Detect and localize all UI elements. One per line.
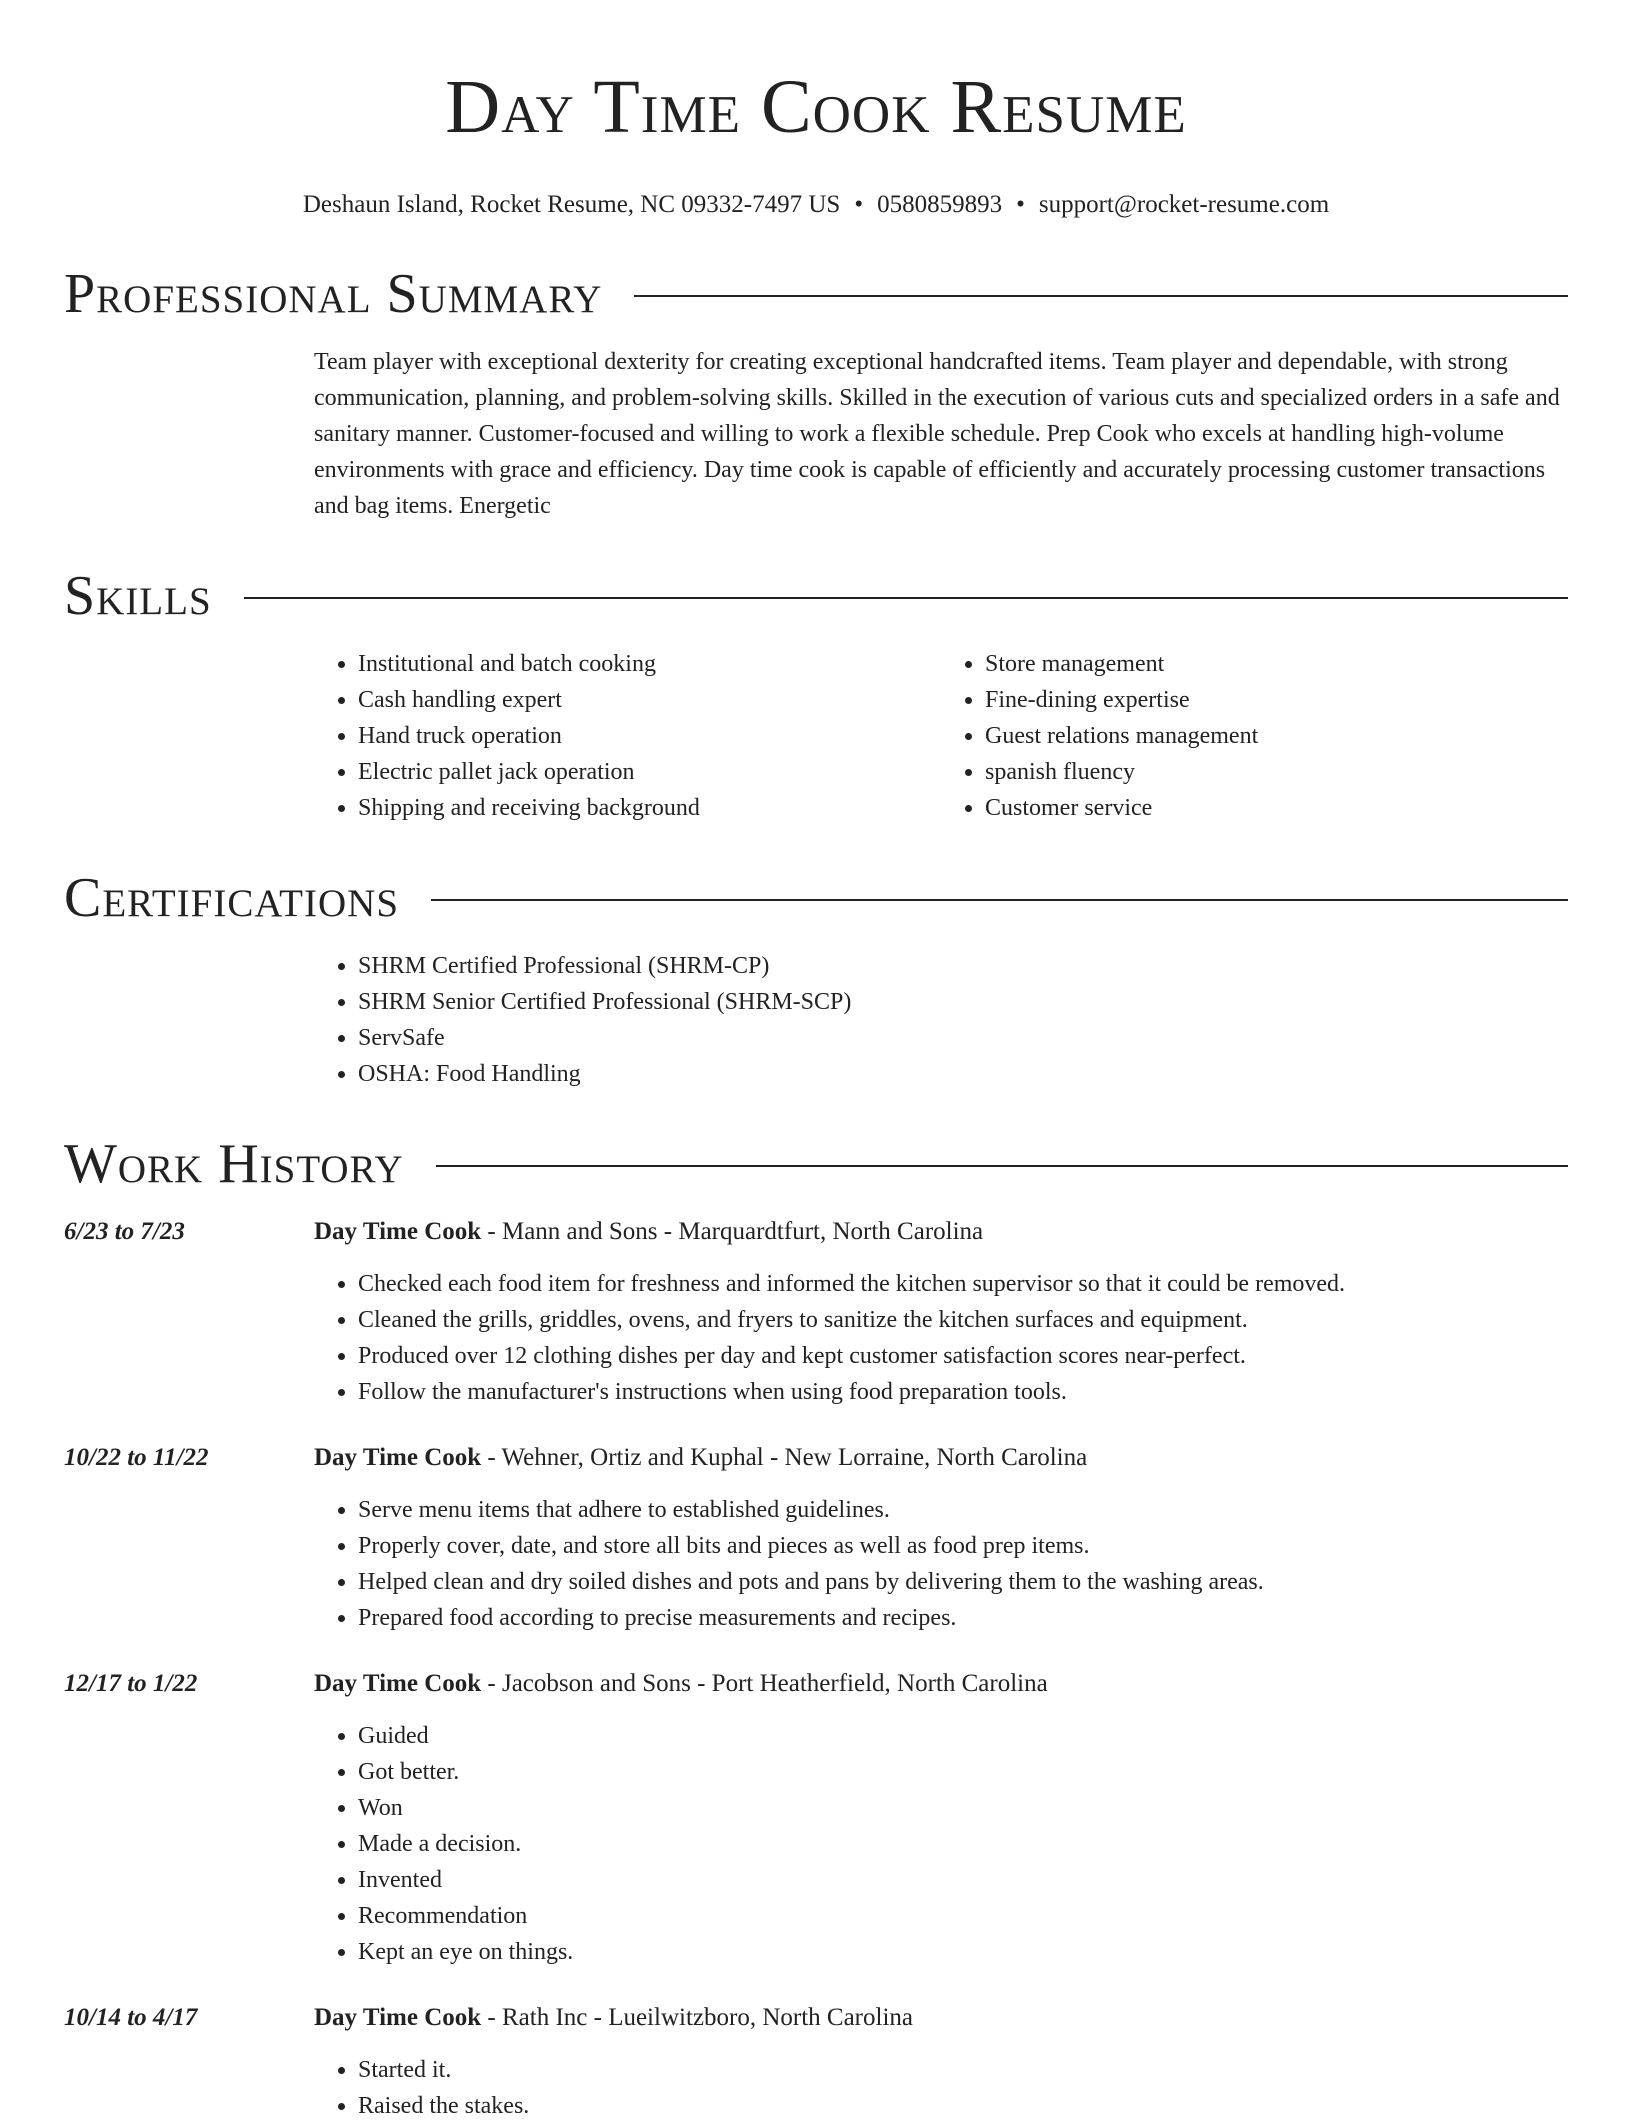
section-divider (436, 1165, 1568, 1167)
job-heading (314, 1440, 1568, 1476)
certification-item: • SHRM Senior Certified Professional (SHRM-SCP) (358, 984, 1568, 1020)
job-bullet: • Follow the manufacturer's instructions when using food preparation tools. (358, 1374, 1568, 1410)
skill-item: • Hand truck operation (358, 718, 941, 754)
job-bullet: • Made a decision. (358, 1826, 1568, 1862)
job-bullet: • Recommendation (358, 1898, 1568, 1934)
job-bullet: • Prepared food according to precise measurements and recipes. (358, 1600, 1568, 1636)
skill-item: • Fine-dining expertise (985, 682, 1568, 718)
job-bullets (314, 1492, 1568, 1636)
summary-section-title: Professional Summary (64, 263, 603, 325)
job-bullet: • Raised the stakes. (358, 2088, 1568, 2124)
job-bullet: • Got better. (358, 1754, 1568, 1790)
summary-text: Team player with exceptional dexterity for creating exceptional handcrafted items. Team player and dependable, with strong communication, planning, and problem-solving skills. Skilled in the execution of various cuts and specialized orders in a safe and sanitary manner. Customer-focused and willing to work a flexible schedule. Prep Cook who excels at handling high-volume environments with grace and efficiency. Day time cook is capable of efficiently and accurately processing customer transactions and bag items. Energetic (314, 349, 1560, 519)
job-bullets (314, 2052, 1568, 2124)
job-bullet: • Checked each food item for freshness and informed the kitchen supervisor so that it could be removed. (358, 1266, 1568, 1302)
job-entry (64, 1214, 1568, 1410)
skills-list (314, 646, 1568, 826)
contact-separator: • (854, 191, 864, 218)
job-bullet: • Started it. (358, 2052, 1568, 2088)
job-bullets (314, 1266, 1568, 1410)
skill-item: • Store management (985, 646, 1568, 682)
skill-item: • Institutional and batch cooking (358, 646, 941, 682)
job-heading (314, 2000, 1568, 2036)
certification-item: • SHRM Certified Professional (SHRM-CP) (358, 948, 1568, 984)
job-bullet: • Serve menu items that adhere to established guidelines. (358, 1492, 1568, 1528)
job-role: Day Time Cook (314, 2004, 482, 2031)
job-details: - Wehner, Ortiz and Kuphal - New Lorraine, North Carolina (481, 1444, 1088, 1471)
certification-item: • OSHA: Food Handling (358, 1056, 1568, 1092)
work-section-header (64, 1132, 1568, 1196)
job-bullet: • Cleaned the grills, griddles, ovens, and fryers to sanitize the kitchen surfaces and equipment. (358, 1302, 1568, 1338)
skills-section-title: Skills (64, 565, 212, 627)
job-entry (64, 2000, 1568, 2124)
job-role: Day Time Cook (314, 1444, 482, 1471)
summary-section-header (64, 262, 1568, 326)
job-role: Day Time Cook (314, 1670, 482, 1697)
job-dates: 12/17 to 1/22 (64, 1670, 198, 1697)
job-entry (64, 1666, 1568, 1970)
job-bullet: • Helped clean and dry soiled dishes and pots and pans by delivering them to the washing areas. (358, 1564, 1568, 1600)
section-divider (634, 295, 1568, 297)
skill-item: • Customer service (985, 790, 1568, 826)
job-entry (64, 1440, 1568, 1636)
skill-item: • Guest relations management (985, 718, 1568, 754)
skills-section-header (64, 564, 1568, 628)
contact-email: support@rocket-resume.com (1038, 191, 1330, 218)
job-dates: 6/23 to 7/23 (64, 1218, 185, 1245)
job-details: - Mann and Sons - Marquardtfurt, North Carolina (481, 1218, 984, 1245)
page-title: Day Time Cook Resume (445, 65, 1187, 149)
certifications-list (314, 948, 1568, 1092)
section-divider (244, 597, 1568, 599)
skill-item: • Electric pallet jack operation (358, 754, 941, 790)
job-bullet: • Properly cover, date, and store all bits and pieces as well as food prep items. (358, 1528, 1568, 1564)
section-divider (431, 899, 1568, 901)
job-heading (314, 1214, 1568, 1250)
skill-item: • spanish fluency (985, 754, 1568, 790)
job-role: Day Time Cook (314, 1218, 482, 1245)
job-bullets (314, 1718, 1568, 1970)
certification-item: • ServSafe (358, 1020, 1568, 1056)
contact-phone: 0580859893 (877, 191, 1003, 218)
job-bullet: • Guided (358, 1718, 1568, 1754)
skill-item: • Cash handling expert (358, 682, 941, 718)
job-dates: 10/22 to 11/22 (64, 1444, 209, 1471)
skill-item: • Shipping and receiving background (358, 790, 941, 826)
skills-column-left (314, 646, 941, 826)
certifications-section-header (64, 866, 1568, 930)
certifications-section-title: Certifications (64, 867, 400, 929)
job-details: - Jacobson and Sons - Port Heatherfield, North Carolina (481, 1670, 1048, 1697)
work-section-title: Work History (64, 1133, 404, 1195)
job-dates: 10/14 to 4/17 (64, 2004, 198, 2031)
job-bullet: • Invented (358, 1862, 1568, 1898)
job-bullet: • Won (358, 1790, 1568, 1826)
job-heading (314, 1666, 1568, 1702)
job-bullet: • Produced over 12 clothing dishes per day and kept customer satisfaction scores near-perfect. (358, 1338, 1568, 1374)
contact-line (64, 188, 1568, 222)
contact-separator: • (1016, 191, 1025, 218)
skills-column-right (941, 646, 1568, 826)
job-bullet: • Kept an eye on things. (358, 1934, 1568, 1970)
contact-address: Deshaun Island, Rocket Resume, NC 09332-7497 US (302, 191, 841, 218)
job-details: - Rath Inc - Lueilwitzboro, North Carolina (481, 2004, 913, 2031)
